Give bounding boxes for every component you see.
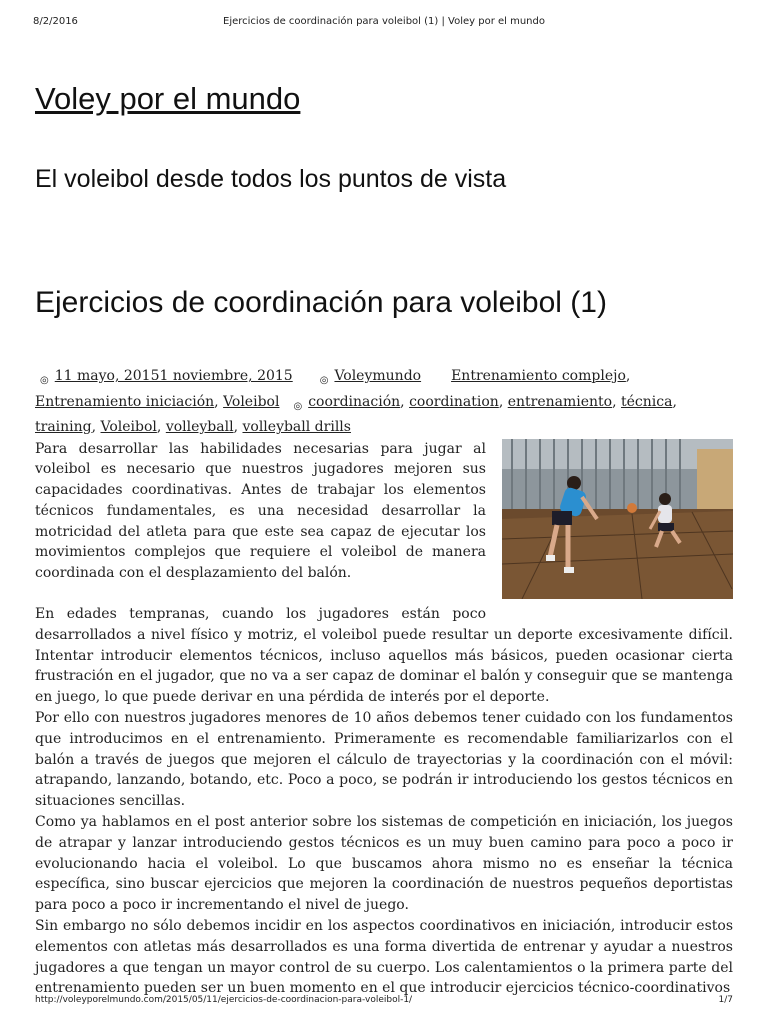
site-description: El voleibol desde todos los puntos de vista — [35, 165, 507, 193]
post-date-link[interactable]: 11 mayo, 20151 noviembre, 2015 — [54, 368, 293, 384]
category-link[interactable]: Voleibol — [223, 393, 280, 410]
post-content — [35, 366, 733, 999]
paragraph: En edades tempranas, cuando los jugadores están poco desarrollados a nivel físico y motriz, el voleibol puede resultar un deporte excesivamente difícil. Intentar introducir elementos técnicos, incluso aquellos más básicos, pueden ocasionar cierta frustración en el jugador, que no va a ser capaz de dominar el balón y conseguir que se mantenga en juego, lo que puede derivar en una pérdida de interés por el deporte. — [35, 606, 733, 706]
print-date: 8/2/2016 — [33, 16, 78, 27]
site-title — [35, 80, 300, 118]
tag-link[interactable]: coordination — [409, 393, 499, 410]
page-number: 1/7 — [718, 995, 733, 1005]
paragraph: Por ello con nuestros jugadores menores de 10 años debemos tener cuidado con los fundamentos que introducimos en el entrenamiento. Primeramente es recomendable familiarizarlos con el balón a través de juegos que mejoren el cálculo de trayectorias y la coordinación con el móvil: atrapando, lanzando, botando, etc. Poco a poco, se podrán ir introduciendo los gestos técnicos en situaciones sencillas. — [35, 710, 733, 810]
paragraph: Sin embargo no sólo debemos incidir en los aspectos coordinativos en iniciación, introducir estos elementos con atletas más desarrollados es una forma divertida de entrenar y ayudar a nuestros jugadores a que tengan un mayor control de su cuerpo. Los calentamientos o la primera parte del entrenamiento pueden ser un buen momento en el que introducir ejercicios técnico-coordinativos — [35, 918, 733, 997]
paragraph: Para desarrollar las habilidades necesarias para jugar al voleibol es necesario que nuestros jugadores mejoren sus capacidades coordinativas. Antes de trabajar los elementos técnicos fundamentales, es una necesidad desarrollar la motricidad del atleta para que este sea capaz de ejecutar los movimientos complejos que requiere el voleibol de manera coordinada con el desplazamiento del balón. — [35, 440, 486, 582]
volleyball-photo — [502, 439, 733, 599]
site-title-link[interactable]: Voley por el mundo — [35, 81, 301, 116]
tag-link[interactable]: coordinación — [308, 393, 401, 410]
person-icon: ◎ — [319, 375, 329, 386]
clock-icon: ◎ — [40, 375, 49, 386]
tag-link[interactable]: técnica — [621, 393, 673, 410]
category-link[interactable]: Entrenamiento complejo — [451, 368, 626, 384]
print-url: http://voleyporelmundo.com/2015/05/11/ejercicios-de-coordinacion-para-voleibol-1/ — [35, 995, 413, 1005]
print-page-title: Ejercicios de coordinación para voleibol (1) | Voley por el mundo — [223, 16, 545, 27]
tag-icon: ◎ — [293, 400, 303, 412]
tag-link[interactable]: training — [35, 419, 92, 435]
paragraph: Como ya hablamos en el post anterior sobre los sistemas de competición en iniciación, los juegos de atrapar y lanzar introduciendo gestos técnicos es un muy buen camino para poco a poco ir evolucionando hacia el voleibol. Lo que buscamos ahora mismo no es enseñar la técnica específica, sino buscar ejercicios que mejoren la coordinación de nuestros pequeños deportistas para poco a poco ir incrementando el nivel de juego. — [35, 814, 733, 914]
tag-link[interactable]: volleyball drills — [242, 419, 351, 435]
tag-link[interactable]: volleyball — [165, 419, 234, 435]
post-author-link[interactable]: Voleymundo — [334, 368, 422, 384]
tag-link[interactable]: entrenamiento — [507, 393, 613, 410]
category-link[interactable]: Entrenamiento iniciación — [35, 393, 215, 410]
tag-link[interactable]: Voleibol — [100, 419, 157, 435]
post-meta: ◎ 11 mayo, 20151 noviembre, 2015 ◎ Voleymundo Entrenamiento complejo, Entrenamiento iniciación, Voleibol ◎ coordinación, coordination, entrenamiento, técnica, training, Voleibol, volleyball, volleyball drills — [35, 368, 677, 435]
post-title: Ejercicios de coordinación para voleibol (1) — [35, 286, 607, 319]
